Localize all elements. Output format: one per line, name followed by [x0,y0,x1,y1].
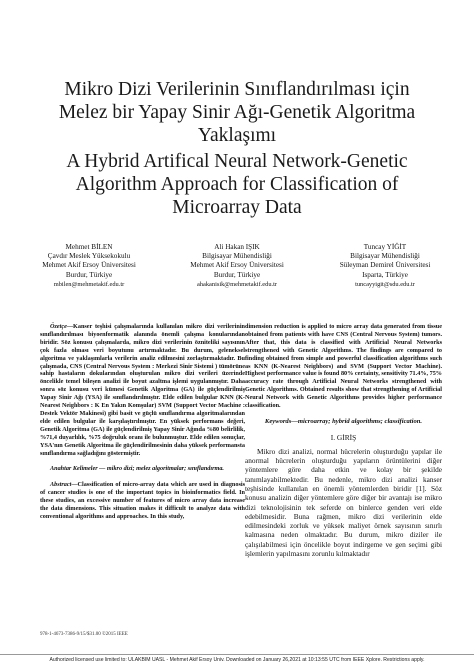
author-block [0,243,474,291]
title-english [30,150,444,219]
title-tr-line-2: Melez bir Yapay Sinir Ağı-Genetik Algoritma [58,102,416,123]
section-heading: I. GİRİŞ [330,432,357,442]
author-email: mbilen@mehmetakif.edu.tr [53,280,125,288]
keywords-label: Keywords [264,417,292,425]
authorized-use-footer: Authorized licensed use limited to: ULAKBIM UASL - Mehmet Akif Ersoy Univ. Downloaded on January 26,2021 at 10:13:55 UTC from IEEE Xplore. Restrictions apply. [49,657,425,663]
abstract-text: —Classification of micro-array data which are used in diagnosis of cancer studies is one of the important topics in bioinformatics field. In these studies, an excessive number of features of micro array data increase the data dimensions. This situation makes it difficult to analyze data with conventional algorithms and approaches. In this study, [40,481,245,520]
left-column [40,323,245,529]
title-tr-line-3: Yaklaşımı [197,125,277,146]
abstract-continued: dimension reduction is applied to micro array data generated from tissue obtained from patients with have CNS (Central Nervous System) tumors. After that, this data is classified with Artificial Neural Networks strengthened with Genetic Algorithms. The findings are compared to finding obtained from simple and powerful classification algorithms such as KNN (K-Nearest Neighbors) and SVM (Support Vector Machine). Highest performance value is found 80% certainty, sensitivity 71.4%, 75% accuracy rate through Artificial Neural Networks strengthened with Genetic Algorithms. Obtained results show that strengthening of Artificial Neural Network with Genetic Algorithms provides higher performance classification. [245,323,442,410]
footer-divider [0,654,474,655]
anahtar-text: — mikro dizi; melez algoritmalar; sınıflandırma. [97,465,224,473]
abstract-label: Abstract [50,481,72,489]
author-email: tuncayyigit@sdu.edu.tr [355,280,415,288]
author-univ: Süleyman Demirel Üniversitesi [339,261,431,270]
anahtar-paragraph [40,465,245,473]
author-3 [310,243,460,289]
author-name: Tuncay YİĞİT [363,243,407,251]
right-column [245,323,442,566]
title-en-line-2: Algorithm Approach for Classification of [75,174,399,195]
author-dept: Çavdır Meslek Yüksekokulu [47,252,131,261]
author-univ: Mehmet Akif Ersoy Üniversitesi [190,261,284,270]
ozetce-paragraph [40,323,245,457]
section-body: Mikro dizi analizi, normal hücrelerin oluşturduğu yapılar ile anormal hücrelerin oluşturduğu yapıların örüntülerini diğer yöntemlere göre daha etkin ve kolay bir şekilde tanımlayabilmektedir. Bu nedenle, mikro dizi analizi kanser teşhisinde kullanılan en önemli yöntemlerden biridir [1]. Söz konusu analizin diğer yöntemlere göre diğer bir avantajı ise mikro dizi teknolojisinin tek seferde on binlerce genden veri elde edebilmesidir. Buna rağmen, mikro dizi verilerinin elde edilmesindeki zorluk ve yüksek maliyet örnek sayısının sınırlı kalmasına neden olmaktadır. Bu durum, mikro diziler ile çalışılabilmesi için öncelikle boyut indirgeme ve gen seçimi gibi işlemlerin yapılmasını zorunlu kılmaktadır [245,446,442,559]
author-1 [14,243,164,289]
keywords-paragraph [245,418,442,426]
title-turkish [30,78,444,147]
author-2 [162,243,312,289]
isbn-footer: 978-1-4673-7386-9/15/$31.00 ©2015 IEEE [40,632,128,637]
keywords-text: —microarray; hybrid algorithms; classification. [291,417,423,425]
title-tr-line-1: Mikro Dizi Verilerinin Sınıflandırılması için [64,79,410,100]
title-en-line-3: Microarray Data [172,197,302,218]
title-en-line-1: A Hybrid Artifical Neural Network-Genetic [66,151,408,172]
author-city: Burdur, Türkiye [65,270,113,279]
author-city: Isparta, Türkiye [362,270,408,279]
author-univ: Mehmet Akif Ersoy Üniversitesi [42,261,136,270]
author-name: Mehmet BİLEN [65,243,113,251]
ozetce-label: Özetçe [50,323,67,330]
author-dept: Bilgisayar Mühendisliği [350,252,420,261]
anahtar-label: Anahtar Kelimeler [50,465,98,473]
author-dept: Bilgisayar Mühendisliği [202,252,272,261]
author-email: ahakanisik@mehmetakif.edu.tr [196,280,278,288]
abstract-paragraph [40,481,245,521]
author-city: Burdur, Türkiye [213,270,261,279]
ozetce-text: —Kanser teşhisi çalışmalarında kullanılan mikro dizi verilerinin sınıflandırılması biyoenformatik alanında önemli çalışma konularından biridir. Söz konusu çalışmalarda, mikro dizi verilerinin özniteliki sayısının çok fazla olması veri boyutunu artırmaktadır. Bu durum, geleneksel algoritma ve yaklaşımlarla verilerin analiz edilmesini zorlaştırmaktadır. Bu çalışmada, CNS (Central Nervous System : Merkezi Sinir Sistemi ) tümörüne sahip hastaların dokularından oluşturulan mikro dizi verileri üzerinde öncelikle temel bileşen analizi ile boyut azaltma işlemi uygulanmıştır. Daha sonra söz konusu veri kümesi Genetik Algoritma (GA) ile güçlendirilmiş Yapay Sinir Ağı (YSA) ile sınıflandırılmıştır. Elde edilen bulgular KNN (K-Nearest Neighbors : K En Yakın Komşular) SVM (Support Vector Machine : Destek Vektör Makinesi) gibi basit ve güçlü sınıflandırma algoritmalarından elde edilen bulgular ile karşılaştırılmıştır. En yüksek performans değeri, Genetik Algoritma (GA) ile güçlendirilmiş Yapay Sinir Ağında %80 belirlilik, %71,4 duyarlılık, %75 doğruluk oranı ile bulunmuştur. Elde edilen sonuçlar, YSA'nın Genetik Algoritma ile güçlendirilmesinin daha yüksek performansta sınıflandırma sağladığını göstermiştir. [40,323,245,457]
author-name: Ali Hakan IŞIK [214,243,260,251]
